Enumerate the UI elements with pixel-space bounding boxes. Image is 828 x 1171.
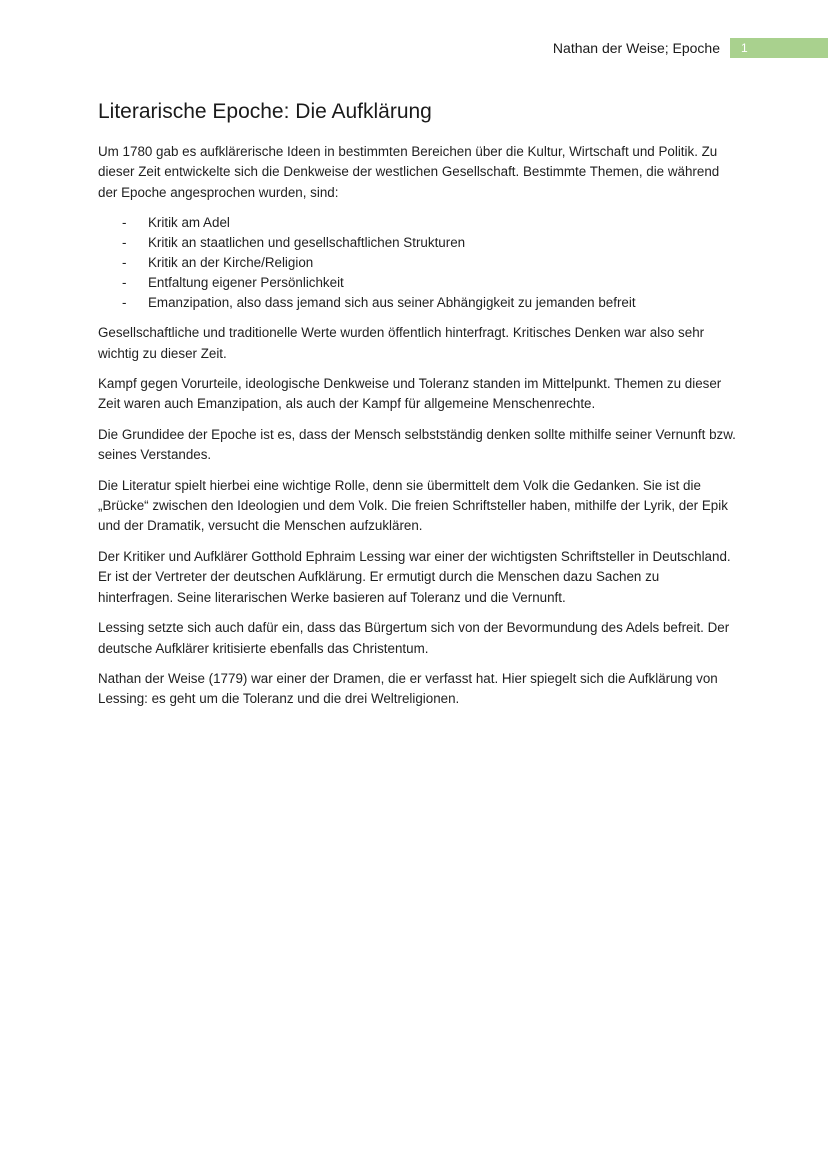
paragraph-core-idea: Die Grundidee der Epoche ist es, dass der Mensch selbstständig denken sollte mithilfe seiner Vernunft bzw. seines Verstandes. [98,426,736,463]
list-item [98,253,738,273]
list-item [98,293,738,313]
list-item-text: Kritik an der Kirche/Religion [148,255,314,271]
list-item-text: Entfaltung eigener Persönlichkeit [148,275,344,291]
bullet-dash: - [122,295,127,311]
intro-paragraph: Um 1780 gab es aufklärerische Ideen in bestimmten Bereichen über die Kultur, Wirtschaft und Politik. Zu dieser Zeit entwickelte sich die Denkweise der westlichen Gesellschaft. Bestimmte Themen, die während der Epoche angesprochen wurden, sind: [98,144,720,200]
bullet-dash: - [122,255,127,271]
paragraph-bourgeoisie: Lessing setzte sich auch dafür ein, dass das Bürgertum sich von der Bevormundung des Adels befreit. Der deutsche Aufklärer kritisierte ebenfalls das Christentum. [98,620,730,656]
paragraph-values: Gesellschaftliche und traditionelle Werte wurden öffentlich hinterfragt. Kritisches Denken war also sehr wichtig zu dieser Zeit. [98,325,705,361]
list-item [98,233,738,253]
paragraph-literature: Die Literatur spielt hierbei eine wichtige Rolle, denn sie übermittelt dem Volk die Gedanken. Sie ist die „Brücke“ zwischen den Ideologien und dem Volk. Die freien Schriftsteller haben, mithilfe der Lyrik, der Epik und der Dramatik, versucht die Menschen aufzuklären. [98,477,728,534]
page-number-badge: 1 [730,38,828,58]
topic-list [98,213,738,313]
paragraph-prejudice: Kampf gegen Vorurteile, ideologische Denkweise und Toleranz standen im Mittelpunkt. Themen zu dieser Zeit waren auch Emanzipation, als auch der Kampf für allgemeine Menschenrechte. [98,376,722,412]
document-title: Literarische Epoche: Die Aufklärung [98,100,432,123]
header-title: Nathan der Weise; Epoche [552,40,720,56]
list-item-text: Kritik am Adel [148,215,230,231]
list-item [98,213,738,233]
page-header [553,38,828,58]
paragraph-lessing: Der Kritiker und Aufklärer Gotthold Ephraim Lessing war einer der wichtigsten Schriftsteller in Deutschland. Er ist der Vertreter der deutschen Aufklärung. Er ermutigt durch die Menschen dazu Sachen zu hinterfragen. Seine literarischen Werke basieren auf Toleranz und die Vernunft. [98,548,731,605]
list-item [98,273,738,293]
bullet-dash: - [122,275,127,291]
document-body [98,98,738,720]
list-item-text: Kritik an staatlichen und gesellschaftlichen Strukturen [148,235,466,251]
list-item-text: Emanzipation, also dass jemand sich aus seiner Abhängigkeit zu jemanden befreit [148,295,636,311]
bullet-dash: - [122,235,127,251]
paragraph-nathan: Nathan der Weise (1779) war einer der Dramen, die er verfasst hat. Hier spiegelt sich die Aufklärung von Lessing: es geht um die Toleranz und die drei Weltreligionen. [98,670,718,707]
bullet-dash: - [122,215,127,231]
